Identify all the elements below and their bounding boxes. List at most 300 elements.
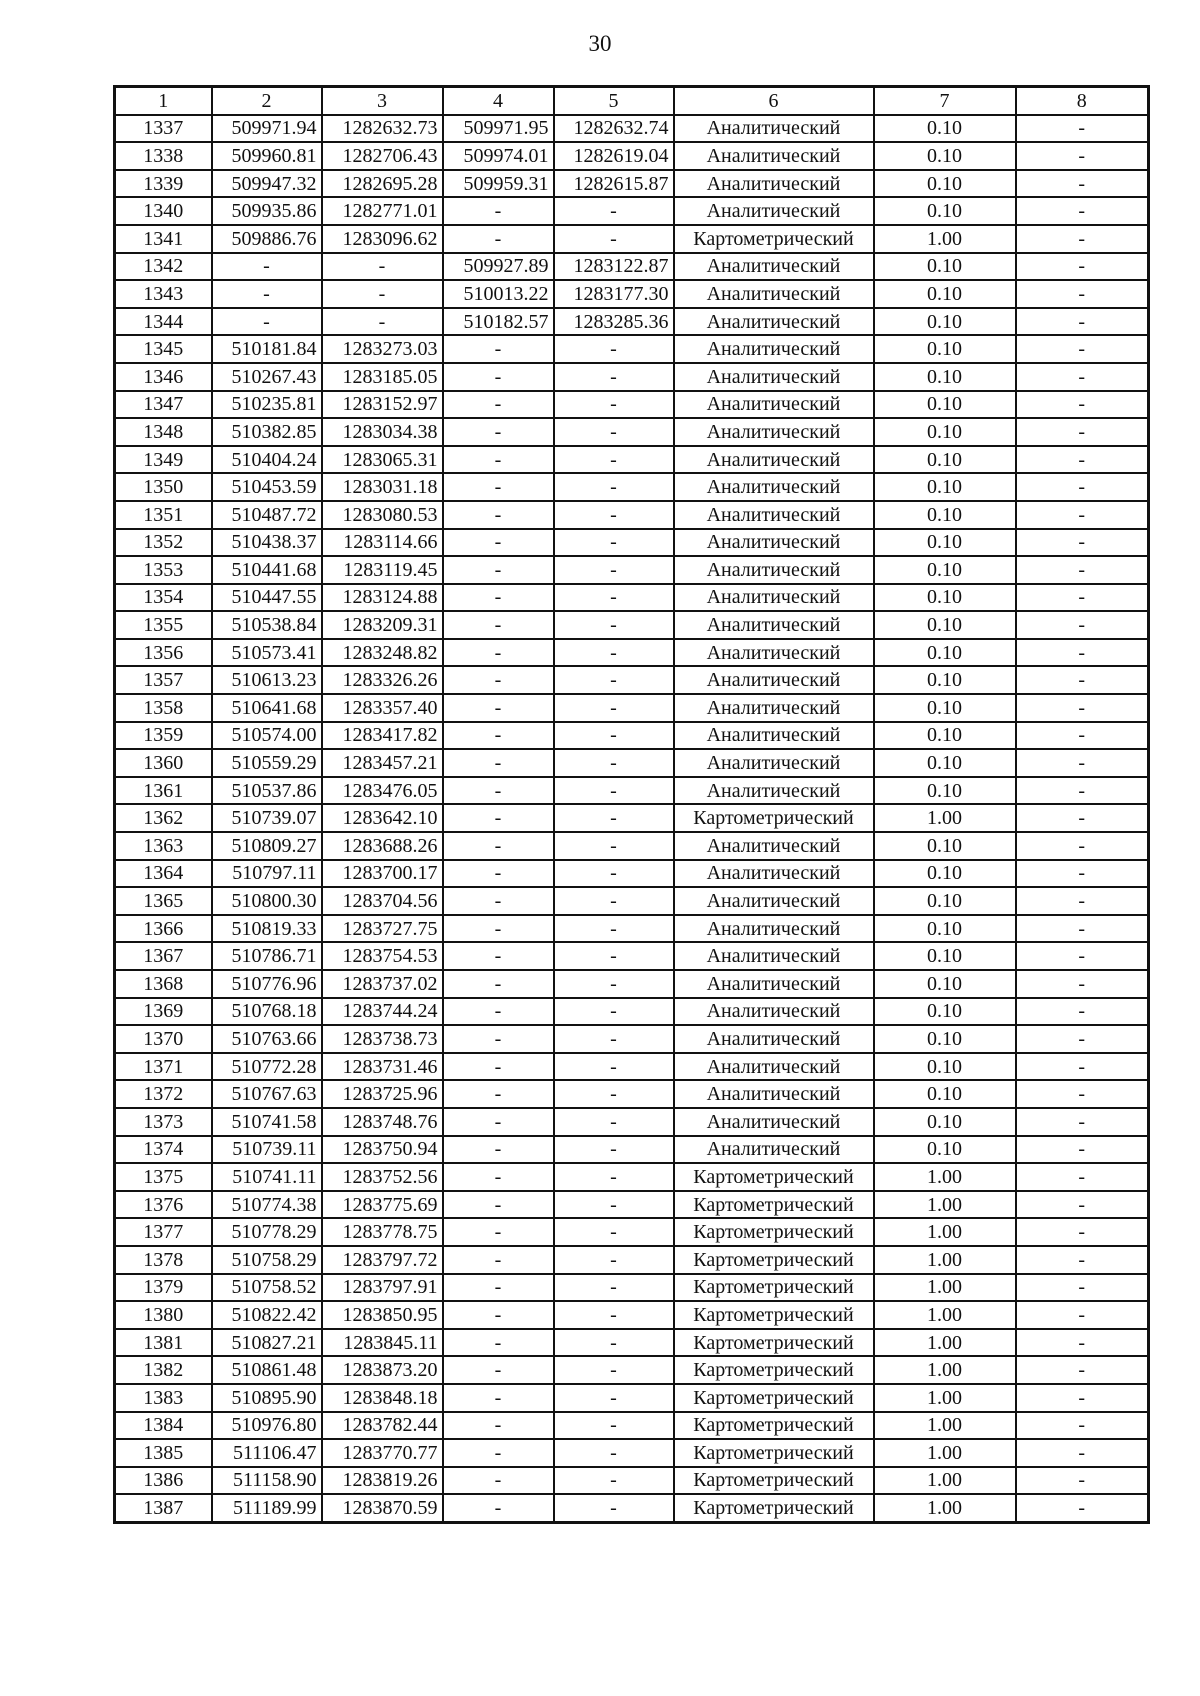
x-coordinate-cell: 510538.84 <box>212 611 322 639</box>
y-coordinate-alt-cell: 1283285.36 <box>554 308 674 336</box>
table-row <box>115 1191 1149 1219</box>
y-coordinate-cell: 1283417.82 <box>322 722 443 750</box>
y-coordinate-cell: 1283778.75 <box>322 1218 443 1246</box>
y-coordinate-alt-cell: - <box>554 694 674 722</box>
accuracy-cell: 1.00 <box>874 1356 1016 1384</box>
note-cell: - <box>1016 170 1149 198</box>
note-cell: - <box>1016 335 1149 363</box>
y-coordinate-alt-cell: 1283122.87 <box>554 253 674 281</box>
x-coordinate-cell: 510797.11 <box>212 860 322 888</box>
method-cell: Картометрический <box>674 1163 874 1191</box>
x-coordinate-alt-cell: 509927.89 <box>443 253 554 281</box>
y-coordinate-cell: 1283326.26 <box>322 666 443 694</box>
table-row <box>115 1025 1149 1053</box>
x-coordinate-cell: 510267.43 <box>212 363 322 391</box>
table-row <box>115 584 1149 612</box>
method-cell: Картометрический <box>674 1467 874 1495</box>
x-coordinate-cell: 510453.59 <box>212 473 322 501</box>
table-row <box>115 253 1149 281</box>
point-number-cell: 1352 <box>115 529 212 557</box>
table-row <box>115 915 1149 943</box>
accuracy-cell: 1.00 <box>874 1163 1016 1191</box>
y-coordinate-alt-cell: - <box>554 722 674 750</box>
accuracy-cell: 0.10 <box>874 639 1016 667</box>
x-coordinate-cell: 510758.52 <box>212 1274 322 1302</box>
point-number-cell: 1377 <box>115 1218 212 1246</box>
note-cell: - <box>1016 942 1149 970</box>
accuracy-cell: 0.10 <box>874 418 1016 446</box>
table-row <box>115 115 1149 143</box>
point-number-cell: 1343 <box>115 280 212 308</box>
x-coordinate-cell: 510895.90 <box>212 1384 322 1412</box>
x-coordinate-cell: 509886.76 <box>212 225 322 253</box>
column-header: 4 <box>443 87 554 115</box>
x-coordinate-alt-cell: 509971.95 <box>443 115 554 143</box>
note-cell: - <box>1016 1108 1149 1136</box>
column-header: 3 <box>322 87 443 115</box>
accuracy-cell: 0.10 <box>874 1080 1016 1108</box>
point-number-cell: 1380 <box>115 1301 212 1329</box>
x-coordinate-alt-cell: - <box>443 391 554 419</box>
x-coordinate-alt-cell: - <box>443 777 554 805</box>
accuracy-cell: 0.10 <box>874 529 1016 557</box>
note-cell: - <box>1016 887 1149 915</box>
table-row <box>115 887 1149 915</box>
x-coordinate-alt-cell: - <box>443 860 554 888</box>
y-coordinate-cell: - <box>322 280 443 308</box>
accuracy-cell: 1.00 <box>874 1412 1016 1440</box>
x-coordinate-alt-cell: - <box>443 1025 554 1053</box>
accuracy-cell: 0.10 <box>874 1053 1016 1081</box>
table-row <box>115 1329 1149 1357</box>
note-cell: - <box>1016 860 1149 888</box>
method-cell: Аналитический <box>674 446 874 474</box>
method-cell: Картометрический <box>674 804 874 832</box>
y-coordinate-cell: 1283750.94 <box>322 1136 443 1164</box>
method-cell: Картометрический <box>674 1218 874 1246</box>
method-cell: Аналитический <box>674 749 874 777</box>
table-row <box>115 1136 1149 1164</box>
method-cell: Аналитический <box>674 529 874 557</box>
point-number-cell: 1355 <box>115 611 212 639</box>
y-coordinate-cell: 1283114.66 <box>322 529 443 557</box>
x-coordinate-cell: 510447.55 <box>212 584 322 612</box>
table-row <box>115 1080 1149 1108</box>
accuracy-cell: 0.10 <box>874 998 1016 1026</box>
x-coordinate-alt-cell: - <box>443 1136 554 1164</box>
note-cell: - <box>1016 722 1149 750</box>
x-coordinate-cell: 510822.42 <box>212 1301 322 1329</box>
method-cell: Аналитический <box>674 556 874 584</box>
y-coordinate-alt-cell: - <box>554 1136 674 1164</box>
method-cell: Картометрический <box>674 1412 874 1440</box>
y-coordinate-alt-cell: - <box>554 335 674 363</box>
accuracy-cell: 1.00 <box>874 1246 1016 1274</box>
method-cell: Аналитический <box>674 998 874 1026</box>
method-cell: Аналитический <box>674 1080 874 1108</box>
accuracy-cell: 0.10 <box>874 860 1016 888</box>
note-cell: - <box>1016 556 1149 584</box>
point-number-cell: 1381 <box>115 1329 212 1357</box>
y-coordinate-cell: 1283642.10 <box>322 804 443 832</box>
y-coordinate-cell: 1283819.26 <box>322 1467 443 1495</box>
x-coordinate-alt-cell: - <box>443 1412 554 1440</box>
y-coordinate-cell: 1283357.40 <box>322 694 443 722</box>
note-cell: - <box>1016 115 1149 143</box>
method-cell: Аналитический <box>674 860 874 888</box>
x-coordinate-cell: 510776.96 <box>212 970 322 998</box>
table-row <box>115 832 1149 860</box>
point-number-cell: 1359 <box>115 722 212 750</box>
y-coordinate-cell: 1283700.17 <box>322 860 443 888</box>
y-coordinate-cell: 1283731.46 <box>322 1053 443 1081</box>
accuracy-cell: 0.10 <box>874 197 1016 225</box>
x-coordinate-alt-cell: - <box>443 666 554 694</box>
y-coordinate-alt-cell: - <box>554 1163 674 1191</box>
x-coordinate-cell: 511158.90 <box>212 1467 322 1495</box>
method-cell: Аналитический <box>674 777 874 805</box>
table-row <box>115 363 1149 391</box>
point-number-cell: 1382 <box>115 1356 212 1384</box>
accuracy-cell: 0.10 <box>874 391 1016 419</box>
y-coordinate-cell: 1283870.59 <box>322 1494 443 1522</box>
table-row <box>115 1412 1149 1440</box>
y-coordinate-alt-cell: - <box>554 391 674 419</box>
accuracy-cell: 0.10 <box>874 887 1016 915</box>
note-cell: - <box>1016 1329 1149 1357</box>
note-cell: - <box>1016 1191 1149 1219</box>
note-cell: - <box>1016 418 1149 446</box>
y-coordinate-cell: 1283775.69 <box>322 1191 443 1219</box>
note-cell: - <box>1016 391 1149 419</box>
x-coordinate-alt-cell: - <box>443 501 554 529</box>
method-cell: Аналитический <box>674 197 874 225</box>
x-coordinate-cell: 510741.58 <box>212 1108 322 1136</box>
method-cell: Аналитический <box>674 391 874 419</box>
accuracy-cell: 0.10 <box>874 142 1016 170</box>
y-coordinate-alt-cell: - <box>554 197 674 225</box>
y-coordinate-alt-cell: - <box>554 1412 674 1440</box>
point-number-cell: 1353 <box>115 556 212 584</box>
y-coordinate-alt-cell: - <box>554 1384 674 1412</box>
method-cell: Аналитический <box>674 722 874 750</box>
x-coordinate-cell: - <box>212 308 322 336</box>
y-coordinate-cell: - <box>322 253 443 281</box>
x-coordinate-alt-cell: - <box>443 611 554 639</box>
note-cell: - <box>1016 1080 1149 1108</box>
method-cell: Аналитический <box>674 501 874 529</box>
method-cell: Аналитический <box>674 142 874 170</box>
accuracy-cell: 0.10 <box>874 1108 1016 1136</box>
table-row <box>115 308 1149 336</box>
x-coordinate-alt-cell: - <box>443 1108 554 1136</box>
point-number-cell: 1371 <box>115 1053 212 1081</box>
y-coordinate-alt-cell: - <box>554 473 674 501</box>
accuracy-cell: 0.10 <box>874 308 1016 336</box>
note-cell: - <box>1016 1246 1149 1274</box>
point-number-cell: 1365 <box>115 887 212 915</box>
x-coordinate-cell: 510768.18 <box>212 998 322 1026</box>
note-cell: - <box>1016 197 1149 225</box>
method-cell: Аналитический <box>674 639 874 667</box>
point-number-cell: 1366 <box>115 915 212 943</box>
x-coordinate-cell: 509971.94 <box>212 115 322 143</box>
point-number-cell: 1341 <box>115 225 212 253</box>
y-coordinate-cell: 1283873.20 <box>322 1356 443 1384</box>
y-coordinate-cell: 1283065.31 <box>322 446 443 474</box>
y-coordinate-alt-cell: - <box>554 363 674 391</box>
x-coordinate-cell: 510641.68 <box>212 694 322 722</box>
y-coordinate-alt-cell: - <box>554 501 674 529</box>
x-coordinate-alt-cell: - <box>443 1439 554 1467</box>
y-coordinate-alt-cell: - <box>554 777 674 805</box>
y-coordinate-alt-cell: - <box>554 942 674 970</box>
method-cell: Аналитический <box>674 253 874 281</box>
table-row <box>115 970 1149 998</box>
accuracy-cell: 1.00 <box>874 1494 1016 1522</box>
accuracy-cell: 1.00 <box>874 804 1016 832</box>
point-number-cell: 1358 <box>115 694 212 722</box>
method-cell: Картометрический <box>674 1494 874 1522</box>
y-coordinate-alt-cell: - <box>554 1080 674 1108</box>
x-coordinate-alt-cell: - <box>443 887 554 915</box>
y-coordinate-cell: 1283797.72 <box>322 1246 443 1274</box>
note-cell: - <box>1016 225 1149 253</box>
point-number-cell: 1386 <box>115 1467 212 1495</box>
x-coordinate-alt-cell: - <box>443 1494 554 1522</box>
note-cell: - <box>1016 1439 1149 1467</box>
table-row <box>115 777 1149 805</box>
x-coordinate-cell: 510574.00 <box>212 722 322 750</box>
table-row <box>115 1274 1149 1302</box>
y-coordinate-alt-cell: 1283177.30 <box>554 280 674 308</box>
method-cell: Аналитический <box>674 280 874 308</box>
table-row <box>115 391 1149 419</box>
accuracy-cell: 1.00 <box>874 1218 1016 1246</box>
method-cell: Картометрический <box>674 225 874 253</box>
y-coordinate-alt-cell: - <box>554 225 674 253</box>
method-cell: Аналитический <box>674 1053 874 1081</box>
x-coordinate-alt-cell: - <box>443 998 554 1026</box>
y-coordinate-cell: 1283688.26 <box>322 832 443 860</box>
note-cell: - <box>1016 1218 1149 1246</box>
accuracy-cell: 0.10 <box>874 694 1016 722</box>
y-coordinate-cell: 1283476.05 <box>322 777 443 805</box>
x-coordinate-alt-cell: - <box>443 529 554 557</box>
x-coordinate-alt-cell: 509959.31 <box>443 170 554 198</box>
accuracy-cell: 0.10 <box>874 556 1016 584</box>
note-cell: - <box>1016 639 1149 667</box>
note-cell: - <box>1016 363 1149 391</box>
table-row <box>115 473 1149 501</box>
y-coordinate-alt-cell: - <box>554 666 674 694</box>
x-coordinate-alt-cell: - <box>443 915 554 943</box>
accuracy-cell: 0.10 <box>874 170 1016 198</box>
y-coordinate-cell: 1282695.28 <box>322 170 443 198</box>
accuracy-cell: 0.10 <box>874 280 1016 308</box>
x-coordinate-cell: 510739.07 <box>212 804 322 832</box>
table-row <box>115 942 1149 970</box>
method-cell: Аналитический <box>674 970 874 998</box>
point-number-cell: 1347 <box>115 391 212 419</box>
method-cell: Аналитический <box>674 887 874 915</box>
accuracy-cell: 0.10 <box>874 666 1016 694</box>
accuracy-cell: 0.10 <box>874 942 1016 970</box>
y-coordinate-cell: 1283848.18 <box>322 1384 443 1412</box>
y-coordinate-cell: - <box>322 308 443 336</box>
point-number-cell: 1351 <box>115 501 212 529</box>
accuracy-cell: 0.10 <box>874 722 1016 750</box>
point-number-cell: 1383 <box>115 1384 212 1412</box>
accuracy-cell: 1.00 <box>874 225 1016 253</box>
y-coordinate-cell: 1283744.24 <box>322 998 443 1026</box>
accuracy-cell: 0.10 <box>874 915 1016 943</box>
table-row <box>115 529 1149 557</box>
y-coordinate-alt-cell: - <box>554 611 674 639</box>
note-cell: - <box>1016 473 1149 501</box>
table-row <box>115 1356 1149 1384</box>
method-cell: Аналитический <box>674 115 874 143</box>
table-row <box>115 639 1149 667</box>
y-coordinate-cell: 1283096.62 <box>322 225 443 253</box>
x-coordinate-cell: 510861.48 <box>212 1356 322 1384</box>
accuracy-cell: 1.00 <box>874 1329 1016 1357</box>
point-number-cell: 1349 <box>115 446 212 474</box>
point-number-cell: 1350 <box>115 473 212 501</box>
y-coordinate-alt-cell: - <box>554 446 674 474</box>
table-row <box>115 1163 1149 1191</box>
note-cell: - <box>1016 832 1149 860</box>
x-coordinate-cell: 510778.29 <box>212 1218 322 1246</box>
y-coordinate-alt-cell: - <box>554 639 674 667</box>
x-coordinate-cell: 510739.11 <box>212 1136 322 1164</box>
note-cell: - <box>1016 1025 1149 1053</box>
x-coordinate-alt-cell: - <box>443 418 554 446</box>
x-coordinate-alt-cell: - <box>443 942 554 970</box>
point-number-cell: 1354 <box>115 584 212 612</box>
x-coordinate-cell: 510786.71 <box>212 942 322 970</box>
y-coordinate-cell: 1283748.76 <box>322 1108 443 1136</box>
x-coordinate-alt-cell: - <box>443 225 554 253</box>
table-row <box>115 1494 1149 1522</box>
method-cell: Картометрический <box>674 1329 874 1357</box>
x-coordinate-alt-cell: - <box>443 1218 554 1246</box>
note-cell: - <box>1016 611 1149 639</box>
point-number-cell: 1373 <box>115 1108 212 1136</box>
x-coordinate-cell: 511106.47 <box>212 1439 322 1467</box>
table-row <box>115 142 1149 170</box>
accuracy-cell: 0.10 <box>874 446 1016 474</box>
x-coordinate-alt-cell: - <box>443 1356 554 1384</box>
coordinates-table <box>113 85 1150 1524</box>
table-row <box>115 1108 1149 1136</box>
accuracy-cell: 1.00 <box>874 1274 1016 1302</box>
method-cell: Аналитический <box>674 942 874 970</box>
x-coordinate-alt-cell: - <box>443 1384 554 1412</box>
note-cell: - <box>1016 253 1149 281</box>
table-row <box>115 335 1149 363</box>
x-coordinate-cell: 510772.28 <box>212 1053 322 1081</box>
x-coordinate-cell: 509935.86 <box>212 197 322 225</box>
note-cell: - <box>1016 1274 1149 1302</box>
method-cell: Аналитический <box>674 363 874 391</box>
note-cell: - <box>1016 1053 1149 1081</box>
x-coordinate-cell: 510537.86 <box>212 777 322 805</box>
x-coordinate-cell: 510758.29 <box>212 1246 322 1274</box>
method-cell: Аналитический <box>674 584 874 612</box>
point-number-cell: 1370 <box>115 1025 212 1053</box>
note-cell: - <box>1016 446 1149 474</box>
method-cell: Аналитический <box>674 418 874 446</box>
x-coordinate-cell: 510573.41 <box>212 639 322 667</box>
point-number-cell: 1337 <box>115 115 212 143</box>
y-coordinate-alt-cell: - <box>554 887 674 915</box>
accuracy-cell: 0.10 <box>874 777 1016 805</box>
x-coordinate-alt-cell: - <box>443 749 554 777</box>
y-coordinate-cell: 1283752.56 <box>322 1163 443 1191</box>
y-coordinate-alt-cell: - <box>554 1053 674 1081</box>
x-coordinate-alt-cell: - <box>443 335 554 363</box>
y-coordinate-alt-cell: - <box>554 860 674 888</box>
point-number-cell: 1384 <box>115 1412 212 1440</box>
y-coordinate-cell: 1283457.21 <box>322 749 443 777</box>
table-row <box>115 1301 1149 1329</box>
note-cell: - <box>1016 915 1149 943</box>
accuracy-cell: 0.10 <box>874 970 1016 998</box>
note-cell: - <box>1016 1301 1149 1329</box>
x-coordinate-cell: 511189.99 <box>212 1494 322 1522</box>
accuracy-cell: 0.10 <box>874 253 1016 281</box>
table-row <box>115 694 1149 722</box>
point-number-cell: 1385 <box>115 1439 212 1467</box>
note-cell: - <box>1016 749 1149 777</box>
method-cell: Аналитический <box>674 1136 874 1164</box>
x-coordinate-alt-cell: - <box>443 1163 554 1191</box>
x-coordinate-cell: 510441.68 <box>212 556 322 584</box>
x-coordinate-cell: 510809.27 <box>212 832 322 860</box>
y-coordinate-alt-cell: - <box>554 1329 674 1357</box>
point-number-cell: 1346 <box>115 363 212 391</box>
y-coordinate-cell: 1283273.03 <box>322 335 443 363</box>
y-coordinate-alt-cell: - <box>554 1494 674 1522</box>
y-coordinate-alt-cell: - <box>554 1274 674 1302</box>
point-number-cell: 1364 <box>115 860 212 888</box>
note-cell: - <box>1016 142 1149 170</box>
x-coordinate-cell: 510741.11 <box>212 1163 322 1191</box>
accuracy-cell: 0.10 <box>874 1136 1016 1164</box>
y-coordinate-cell: 1283782.44 <box>322 1412 443 1440</box>
accuracy-cell: 1.00 <box>874 1384 1016 1412</box>
accuracy-cell: 0.10 <box>874 115 1016 143</box>
point-number-cell: 1372 <box>115 1080 212 1108</box>
x-coordinate-cell: 509947.32 <box>212 170 322 198</box>
note-cell: - <box>1016 501 1149 529</box>
note-cell: - <box>1016 998 1149 1026</box>
accuracy-cell: 1.00 <box>874 1439 1016 1467</box>
x-coordinate-alt-cell: - <box>443 446 554 474</box>
method-cell: Аналитический <box>674 915 874 943</box>
accuracy-cell: 0.10 <box>874 611 1016 639</box>
y-coordinate-cell: 1283754.53 <box>322 942 443 970</box>
note-cell: - <box>1016 1384 1149 1412</box>
accuracy-cell: 1.00 <box>874 1467 1016 1495</box>
x-coordinate-alt-cell: - <box>443 639 554 667</box>
point-number-cell: 1375 <box>115 1163 212 1191</box>
y-coordinate-cell: 1283080.53 <box>322 501 443 529</box>
point-number-cell: 1376 <box>115 1191 212 1219</box>
y-coordinate-cell: 1283704.56 <box>322 887 443 915</box>
method-cell: Аналитический <box>674 611 874 639</box>
